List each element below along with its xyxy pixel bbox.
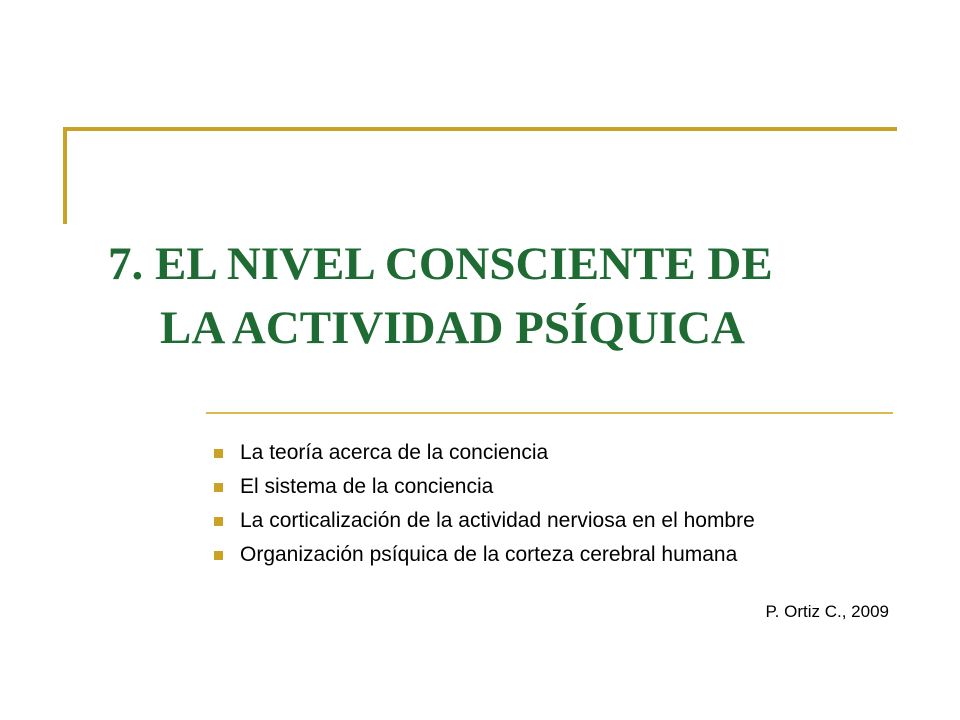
bullet-item [214, 504, 755, 538]
left-accent-rule [63, 127, 67, 224]
bullet-text: El sistema de la conciencia [240, 475, 494, 498]
bullet-text: La teoría acerca de la conciencia [240, 441, 549, 464]
bullet-item [214, 470, 755, 504]
divider-rule [206, 412, 893, 414]
bullet-text: Organización psíquica de la corteza cerebral humana [240, 543, 738, 566]
square-bullet-icon [214, 517, 223, 526]
top-accent-rule [63, 127, 897, 131]
square-bullet-icon [214, 483, 223, 492]
bullet-list [214, 436, 755, 572]
title-line-2: LA ACTIVIDAD PSÍQUICA [160, 302, 745, 354]
bullet-item [214, 436, 755, 470]
bullet-text: La corticalización de la actividad nerviosa en el hombre [240, 509, 755, 532]
slide-title [60, 232, 920, 360]
square-bullet-icon [214, 449, 223, 458]
title-line-1: 7. EL NIVEL CONSCIENTE DE [108, 238, 773, 290]
author-credit: P. Ortiz C., 2009 [765, 602, 889, 621]
square-bullet-icon [214, 551, 223, 560]
bullet-item [214, 538, 755, 572]
